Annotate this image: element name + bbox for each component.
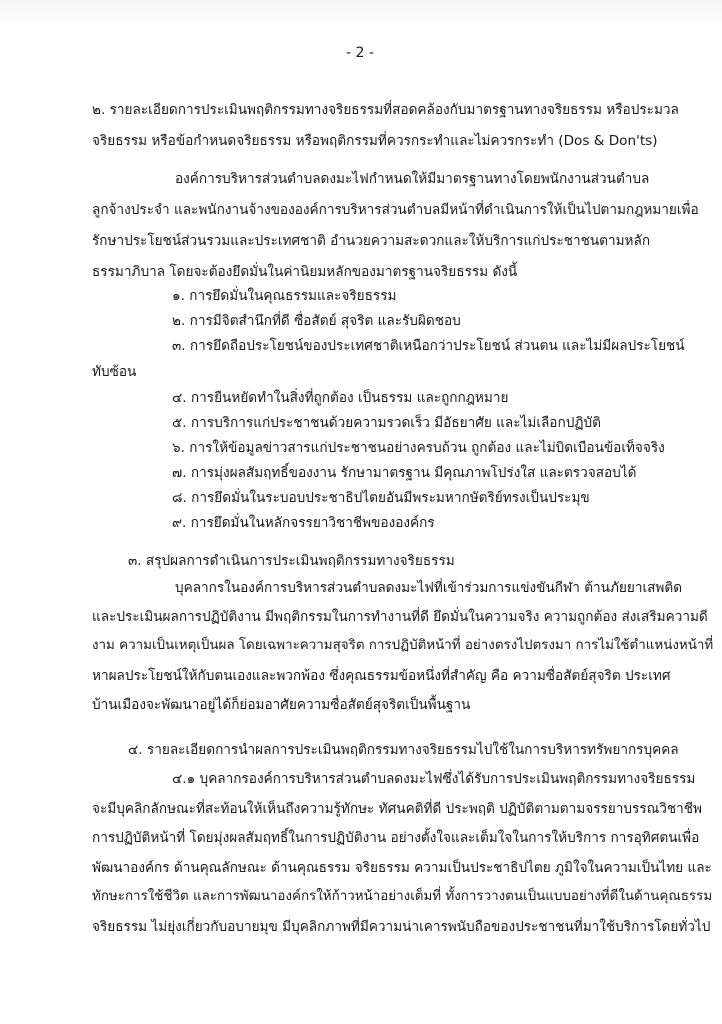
- section4-para-line: พัฒนาองค์กร ด้านคุณลักษณะ ด้านคุณธรรม จริยธรรม ความเป็นประชาธิปไตย ภูมิใจในความเป็นไทย และ: [92, 860, 712, 876]
- section3-para-line: และประเมินผลการปฏิบัติงาน มีพฤติกรรมในการทำงานที่ดี ยึดมั่นในความจริง ความถูกต้อง ส่งเสริมความดี: [92, 609, 708, 625]
- section3-para-line: งาม ความเป็นเหตุเป็นผล โดยเฉพาะความสุจริต การปฏิบัติหน้าที่ อย่างตรงไปตรงมา การไม่ใช้ตำแหน่งหน้าที่: [92, 638, 714, 653]
- section2-heading-line1: ๒. รายละเอียดการประเมินพฤติกรรมทางจริยธรรมที่สอดคล้องกับมาตรฐานทางจริยธรรม หรือประมวล: [92, 102, 679, 118]
- list-item: ๕. การบริการแก่ประชาชนด้วยความรวดเร็ว มีอัธยาศัย และไม่เลือกปฏิบัติ: [172, 415, 601, 431]
- section2-para-line: ธรรมาภิบาล โดยจะต้องยึดมั่นในค่านิยมหลักของมาตรฐานจริยธรรม ดังนี้: [92, 264, 518, 280]
- section4-para-line: จะมีบุคลิกลักษณะที่สะท้อนให้เห็นถึงความรู้ทักษะ ทัศนคติที่ดี ประพฤติ ปฏิบัติตามตามจรรยาบรรณวิชาชีพ: [92, 801, 702, 817]
- list-item: ๗. การมุ่งผลสัมฤทธิ์ของงาน รักษามาตรฐาน มีคุณภาพโปร่งใส และตรวจสอบได้: [172, 465, 637, 481]
- list-item: ๘. การยึดมั่นในระบอบประชาธิปไตยอันมีพระมหากษัตริย์ทรงเป็นประมุข: [172, 490, 590, 506]
- section2-para-line: องค์การบริหารส่วนตำบลดงมะไฟกำหนดให้มีมาตรฐานทางโดยพนักงานส่วนตำบล: [175, 171, 650, 187]
- section4-para-line: จริยธรรม ไม่ยุ่งเกี่ยวกับอบายมุข มีบุคลิกภาพที่มีความน่าเคารพนับถือของประชาชนที่มาใช้บริการโดยทั่วไป: [92, 919, 711, 935]
- list-item: ๔. การยืนหยัดทำในสิ่งที่ถูกต้อง เป็นธรรม และถูกกฎหมาย: [172, 390, 509, 406]
- section4-para-line: การปฏิบัติหน้าที่ โดยมุ่งผลสัมฤทธิ์ในการปฏิบัติงาน อย่างตั้งใจและเต็มใจในการให้บริการ การอุทิศตนเพื่อ: [92, 830, 700, 846]
- section2-para-line: ลูกจ้างประจำ และพนักงานจ้างขององค์การบริหารส่วนตำบลมีหน้าที่ดำเนินการให้เป็นไปตามกฎหมายเพื่อ: [92, 202, 699, 218]
- section3-para-line: หาผลประโยชน์ให้กับตนเองและพวกพ้อง ซึ่งคุณธรรมข้อหนึ่งที่สำคัญ คือ ความซื่อสัตย์สุจริต ประเทศ: [92, 668, 671, 684]
- section3-heading: ๓. สรุปผลการดำเนินการประเมินพฤติกรรมทางจริยธรรม: [128, 553, 455, 569]
- section3-para-line: บ้านเมืองจะพัฒนาอยู่ได้ก็ย่อมอาศัยความซื่อสัตย์สุจริตเป็นพื้นฐาน: [92, 697, 471, 713]
- list-item: ๓. การยึดถือประโยชน์ของประเทศชาติเหนือกว่าประโยชน์ ส่วนตน และไม่มีผลประโยชน์: [172, 338, 685, 354]
- list-item: ๖. การให้ข้อมูลข่าวสารแก่ประชาชนอย่างครบถ้วน ถูกต้อง และไม่บิดเบือนข้อเท็จจริง: [172, 440, 665, 456]
- section4-para-line: ๔.๑ บุคลากรองค์การบริหารส่วนตำบลดงมะไฟซึ่งได้รับการประเมินพฤติกรรมทางจริยธรรม: [172, 771, 696, 787]
- section3-para-line: บุคลากรในองค์การบริหารส่วนตำบลดงมะไฟที่เข้าร่วมการแข่งขันกีฬา ต้านภัยยาเสพติด: [175, 580, 683, 596]
- section2-heading-line2: จริยธรรม หรือข้อกำหนดจริยธรรม หรือพฤติกรรมที่ควรกระทำและไม่ควรกระทำ (Dos & Don'ts): [92, 133, 658, 149]
- list-item: ๙. การยึดมั่นในหลักจรรยาวิชาชีพขององค์กร: [172, 515, 435, 531]
- scan-shadow: [0, 0, 722, 26]
- section2-para-line: รักษาประโยชน์ส่วนรวมและประเทศชาติ อำนวยความสะดวกและให้บริการแก่ประชาชนตามหลัก: [92, 233, 651, 249]
- section4-para-line: ทักษะการใช้ชีวิต และการพัฒนาองค์กรให้ก้าวหน้าอย่างเต็มที่ ทั้งการวางตนเป็นแบบอย่างที่ดีในด้านคุณธรรม: [92, 889, 713, 904]
- page-number: - 2 -: [346, 45, 374, 61]
- section4-heading: ๔. รายละเอียดการนำผลการประเมินพฤติกรรมทางจริยธรรมไปใช้ในการบริหารทรัพยากรบุคคล: [128, 742, 679, 758]
- list-item: ๒. การมีจิตสำนึกที่ดี ซื่อสัตย์ สุจริต และรับผิดชอบ: [172, 313, 461, 329]
- list-item-continuation: ทับซ้อน: [92, 364, 137, 380]
- list-item: ๑. การยึดมั่นในคุณธรรมและจริยธรรม: [172, 288, 397, 304]
